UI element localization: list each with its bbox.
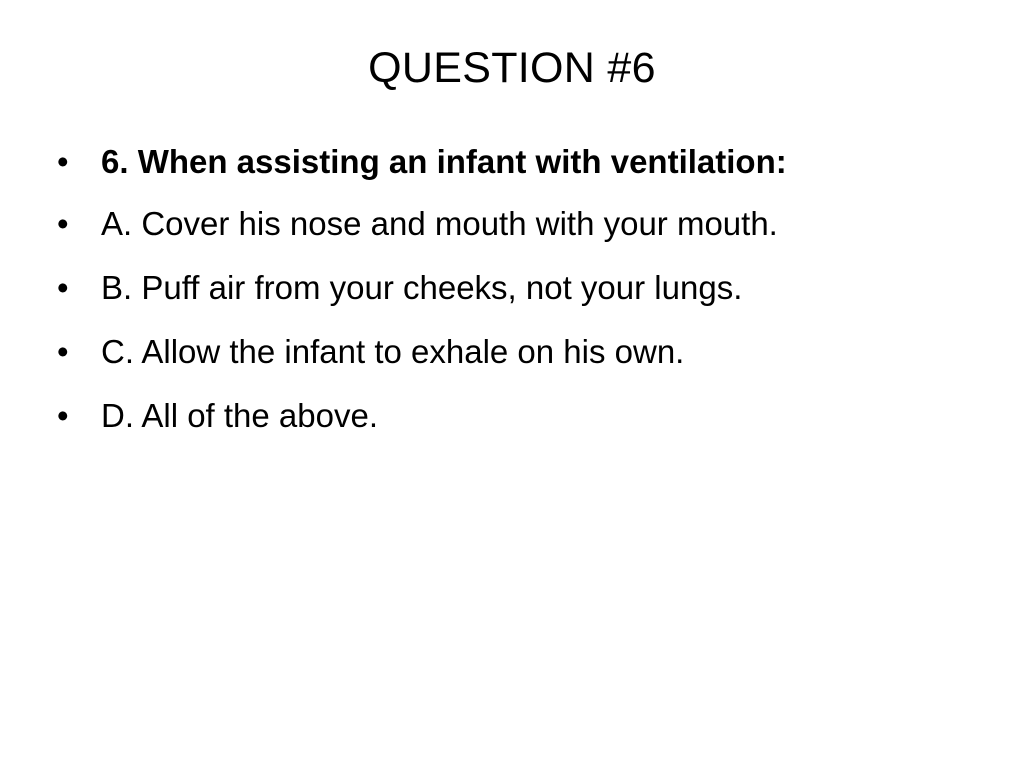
- bullet-icon: •: [57, 333, 69, 370]
- option-c-text: C. Allow the infant to exhale on his own.: [101, 333, 685, 370]
- option-c-item: [57, 326, 957, 378]
- option-d-text: D. All of the above.: [101, 397, 379, 434]
- option-b-item: [57, 262, 957, 314]
- option-a-text: A. Cover his nose and mouth with your mouth.: [101, 205, 778, 242]
- option-b-text: B. Puff air from your cheeks, not your lungs.: [101, 269, 743, 306]
- bullet-list: [57, 136, 957, 454]
- question-text: 6. When assisting an infant with ventilation:: [101, 143, 787, 180]
- bullet-icon: •: [57, 143, 69, 180]
- bullet-icon: •: [57, 269, 69, 306]
- slide-title: QUESTION #6: [368, 44, 656, 92]
- bullet-icon: •: [57, 205, 69, 242]
- option-a-item: [57, 198, 957, 250]
- question-item: [57, 136, 957, 188]
- bullet-icon: •: [57, 397, 69, 434]
- option-d-item: [57, 390, 957, 442]
